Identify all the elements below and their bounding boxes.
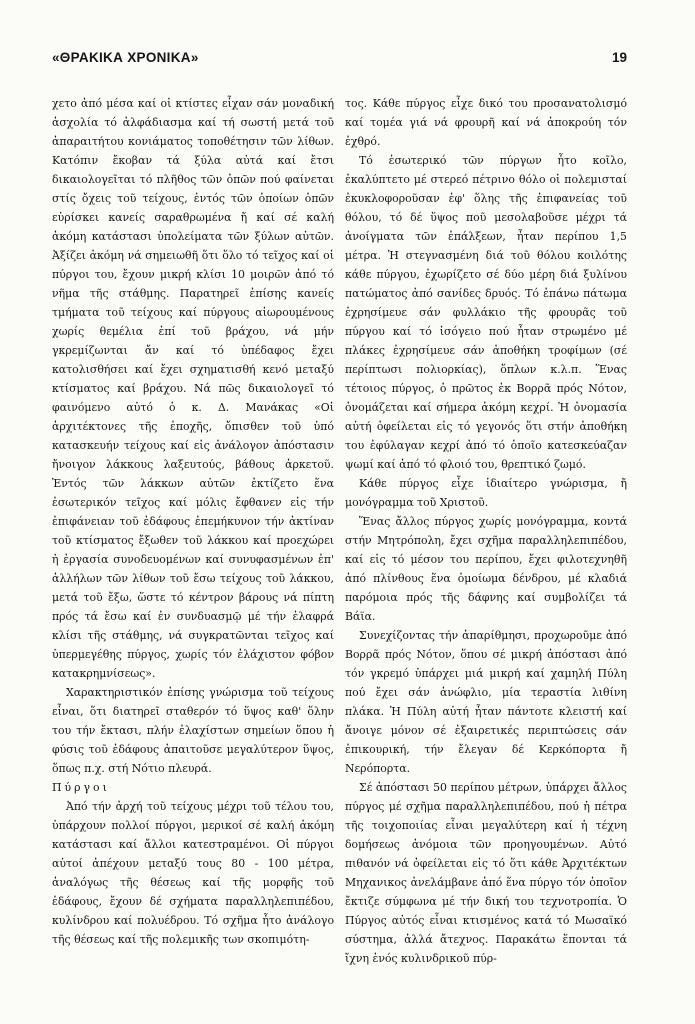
page-number: 19 — [611, 50, 627, 65]
paragraph: χετο ἀπό μέσα καί οἱ κτίστες εἶχαν σάν μοναδική ἀσχολία τό ἀλφάδιασμα καί τή σωστή μετά τοῦ ἀπαραιτήτου κονιάματος τοποθέτησιν τῶν λίθων. Κατόπιν ἔκοβαν τά ξύλα αὐτά καί ἔτσι δικαιολογεῖται τό πλῆθος τῶν ὀπῶν πού φαίνεται στίς ὄχεις τοῦ τείχους, ἐντός τῶν ὁποίων ὁπῶν εὑρίσκει κανείς σαραθρωμένα ἤ καί σέ καλή ἀκόμη κατάστασι ὑπολείματα τῶν ξύλων αὐτῶν. Ἀξίζει ἀκόμη νά σημειωθῆ ὅτι ὅλο τό τεῖχος καί οἱ πύργοι του, ἔχουν μικρή κλίσι 10 μοιρῶν ἀπό τό νῆμα τῆς στάθμης. Παρατηρεῖ ἐπίσης κανείς τμήματα τοῦ τείχους καί πύργους αἰωρουμένους χωρίς θεμέλια ἐπί τοῦ βράχου, νά μήν γκρεμίζωνται ἄν καί τό ὑπέδαφος ἔχει κατολισθήσει καί ἔχει σχηματισθή κενό μεταξύ κτίσματος καί βράχου. Νά πῶς δικαιολογεῖ τό φαινόμενο αὐτό ὁ κ. Δ. Μανάκας «Οἱ ἀρχιτέκτονες τῆς ἐποχῆς, ὄπισθεν τοῦ ὑπό κατασκευήν τείχους καί εἰς ἀνάλογον ἀπόστασιν ἤνοιγον λάκκους λαξευτούς, βάθους ἀρκετοῦ. Ἐντός τῶν λάκκων αὐτῶν ἐκτίζετο ἕνα ἐσωτερικόν τεῖχος καί μόλις ἔφθανεν εἰς τήν ἐπιφάνειαν τοῦ ἐδάφους ἐπεμήκυνον τήν ἀκτίναν τοῦ κτίσματος ἔξωθεν τοῦ λάκκου καί προεχώρει ἡ ἐργασία συνοδευομένων καί συνυφασμένων ἐπ' ἀλλήλων τῶν λίθων τοῦ ἔσω τείχους τοῦ λάκκου, μετά τοῦ ἔξω, ὥστε τό κέντρον βάρους νά πίπτη πρός τά ἔσω καί ἐν συνδυασμῷ μέ τήν ἐλαφρά κλίσι τῆς στάθμης, νά συγκρατῶνται τεῖχος καί ὑπερμεγέθης πύργος, χωρίς τόν ἐλάχιστον φόβον κατακρημνίσεως». — [52, 97, 334, 680]
paragraph: Ἕνας ἄλλος πύργος χωρίς μονόγραμμα, κοντά στήν Μητρόπολη, ἔχει σχῆμα παραλληλεπιπέδου, καί εἰς τό μέσον του περίπου, ἔχει φιλοτεχνηθῆ ἀπό πλίνθους ἕνα ὁμοίωμα δένδρου, μέ κλαδιά παρόμοια πρός τῆς δάφνης καί συμβολίζει τά Βάϊα. — [345, 515, 627, 623]
page-header — [52, 50, 627, 72]
paragraph: τος. Κάθε πύργος εἶχε δικό του προσανατολισμό καί τομέα γιά νά φρουρῆ καί νά ἀποκρούη τόν ἐχθρό. — [345, 97, 627, 148]
right-column — [345, 94, 627, 968]
paragraph: Ἀπό τήν ἀρχή τοῦ τείχους μέχρι τοῦ τέλου του, ὑπάρχουν πολλοί πύργοι, μερικοί σέ καλή ἀκόμη κατάστασι καί ἄλλοι κατεστραμένοι. Οἱ πύργοι αὐτοί ἀπέχουν μεταξύ τους 80 - 100 μέτρα, ἀναλόγως τῆς θέσεως καί τῆς μορφῆς τοῦ ἐδάφους, ἔχουν δέ σχήματα παραλληλεπιπέδου, κυλίνδρου καί πολυέδρου. Τό σχῆμα ἦτο ἀνάλογο τῆς θέσεως καί τῆς πολεμικῆς των σκοπιμότη- — [52, 800, 334, 946]
section-heading: Πύργοι — [52, 781, 110, 794]
paragraph: Κάθε πύργος εἶχε ἰδιαίτερο γνώρισμα, ἤ μονόγραμμα τοῦ Χριστοῦ. — [345, 477, 627, 509]
journal-title: «ΘΡΑΚΙΚΑ ΧΡΟΝΙΚΑ» — [52, 50, 199, 65]
paragraph: Χαρακτηριστικόν ἐπίσης γνώρισμα τοῦ τείχους εἶναι, ὅτι διατηρεῖ σταθερόν τό ὕψος καθ' ὅλην του τήν ἔκτασι, πλήν ἐλαχίστων σημείων ὅπου ἡ φύσις τοῦ ἐδάφους ἀπαιτοῦσε μεγαλύτερον ὕψος, ὅπως π.χ. στή Νότιο πλευρά. — [52, 686, 334, 775]
paragraph: Συνεχίζοντας τήν ἀπαρίθμησι, προχωροῦμε ἀπό Βορρᾶ πρός Νότον, ὅπου σέ μικρή ἀπόστασι ἀπό τόν γκρεμό ὑπάρχει μιά μικρή καί χαμηλή Πύλη πού ἔχει σάν ἀνώφλιο, μία τεραστία λιθίνη πλάκα. Ἡ Πύλη αὐτή ἦταν πάντοτε κλειστή καί ἄνοιγε μόνον σέ ἐξαιρετικές περιπτώσεις σάν ἐπικουρική, τήν ἔλεγαν δέ Κερκόπορτα ἤ Νερόπορτα. — [345, 629, 627, 775]
left-column — [52, 94, 334, 949]
paragraph: Σέ ἀπόστασι 50 περίπου μέτρων, ὑπάρχει ἄλλος πύργος μέ σχῆμα παραλληλεπιπέδου, πού ἡ πέτρα τῆς τοιχοποιίας εἶναι μεγαλύτερη καί ἡ τέχνη δομήσεως ἀνόμοια τῶν προηγουμένων. Αὐτό πιθανόν νά ὀφείλεται εἰς τό ὅτι κάθε Ἀρχιτέκτων Μηχανικος ἀνελάμβανε ἀπό ἕνα πύργο τόν ὁποῖον ἔκτιζε σύμφωνα μέ τήν δική του τεχνοτροπία. Ὁ Πύργος αὐτός εἶναι κτισμένος κατά τό Μωσαϊκό σύστημα, ἀλλά ἄτεχνος. Παρακάτω ἕπονται τά ἴχνη ἑνός κυλινδρικοῦ πύρ- — [345, 781, 627, 965]
paragraph: Τό ἐσωτερικό τῶν πύργων ἦτο κοῖλο, ἐκαλύπτετο μέ στερεό πέτρινο θόλο οἱ πολεμισταί ἐκυκλοφοροῦσαν ἐφ' ὅλης τῆς ἐπιφανείας τοῦ θόλου, τό δέ ὕψος ποῦ μεσολαβοῦσε μέχρι τά ἀνοίγματα τῶν ἐπάλξεων, ἦταν περίπου 1,5 μέτρα. Ἡ στεγνασμένη διά τοῦ θόλου κοιλότης κάθε πύργου, ἐχωρίζετο σέ δύο μέρη διά ξυλίνου πατώματος ἀπό σανίδες δρυός. Τό ἐπάνω πάτωμα ἐχρησίμευε σάν φυλλάκιο τῆς φρουρᾶς τοῦ πύργου καί τό ἰσόγειο πού ἦταν στρωμένο μέ πλάκες ἐχρησίμευε σάν ἀποθήκη τροφίμων (σέ περίπτωσι πολιορκίας), ὅπλων κ.λ.π. Ἕνας τέτοιος πύργος, ὁ πρῶτος ἐκ Βορρᾶ πρός Νότον, ὀνομάζεται καί σήμερα ἀκόμη κεχρί. Ἡ ὀνομασία αὐτή ὀφείλεται εἰς τό γεγονός ὅτι στήν ἀποθήκη του ἐφύλαγαν κεχρί ἀπό τό ὁποῖο κατεσκεύαζαν ψωμί καί ἀπό τό φλοιό του, θρεπτικό ζωμό. — [345, 154, 627, 471]
